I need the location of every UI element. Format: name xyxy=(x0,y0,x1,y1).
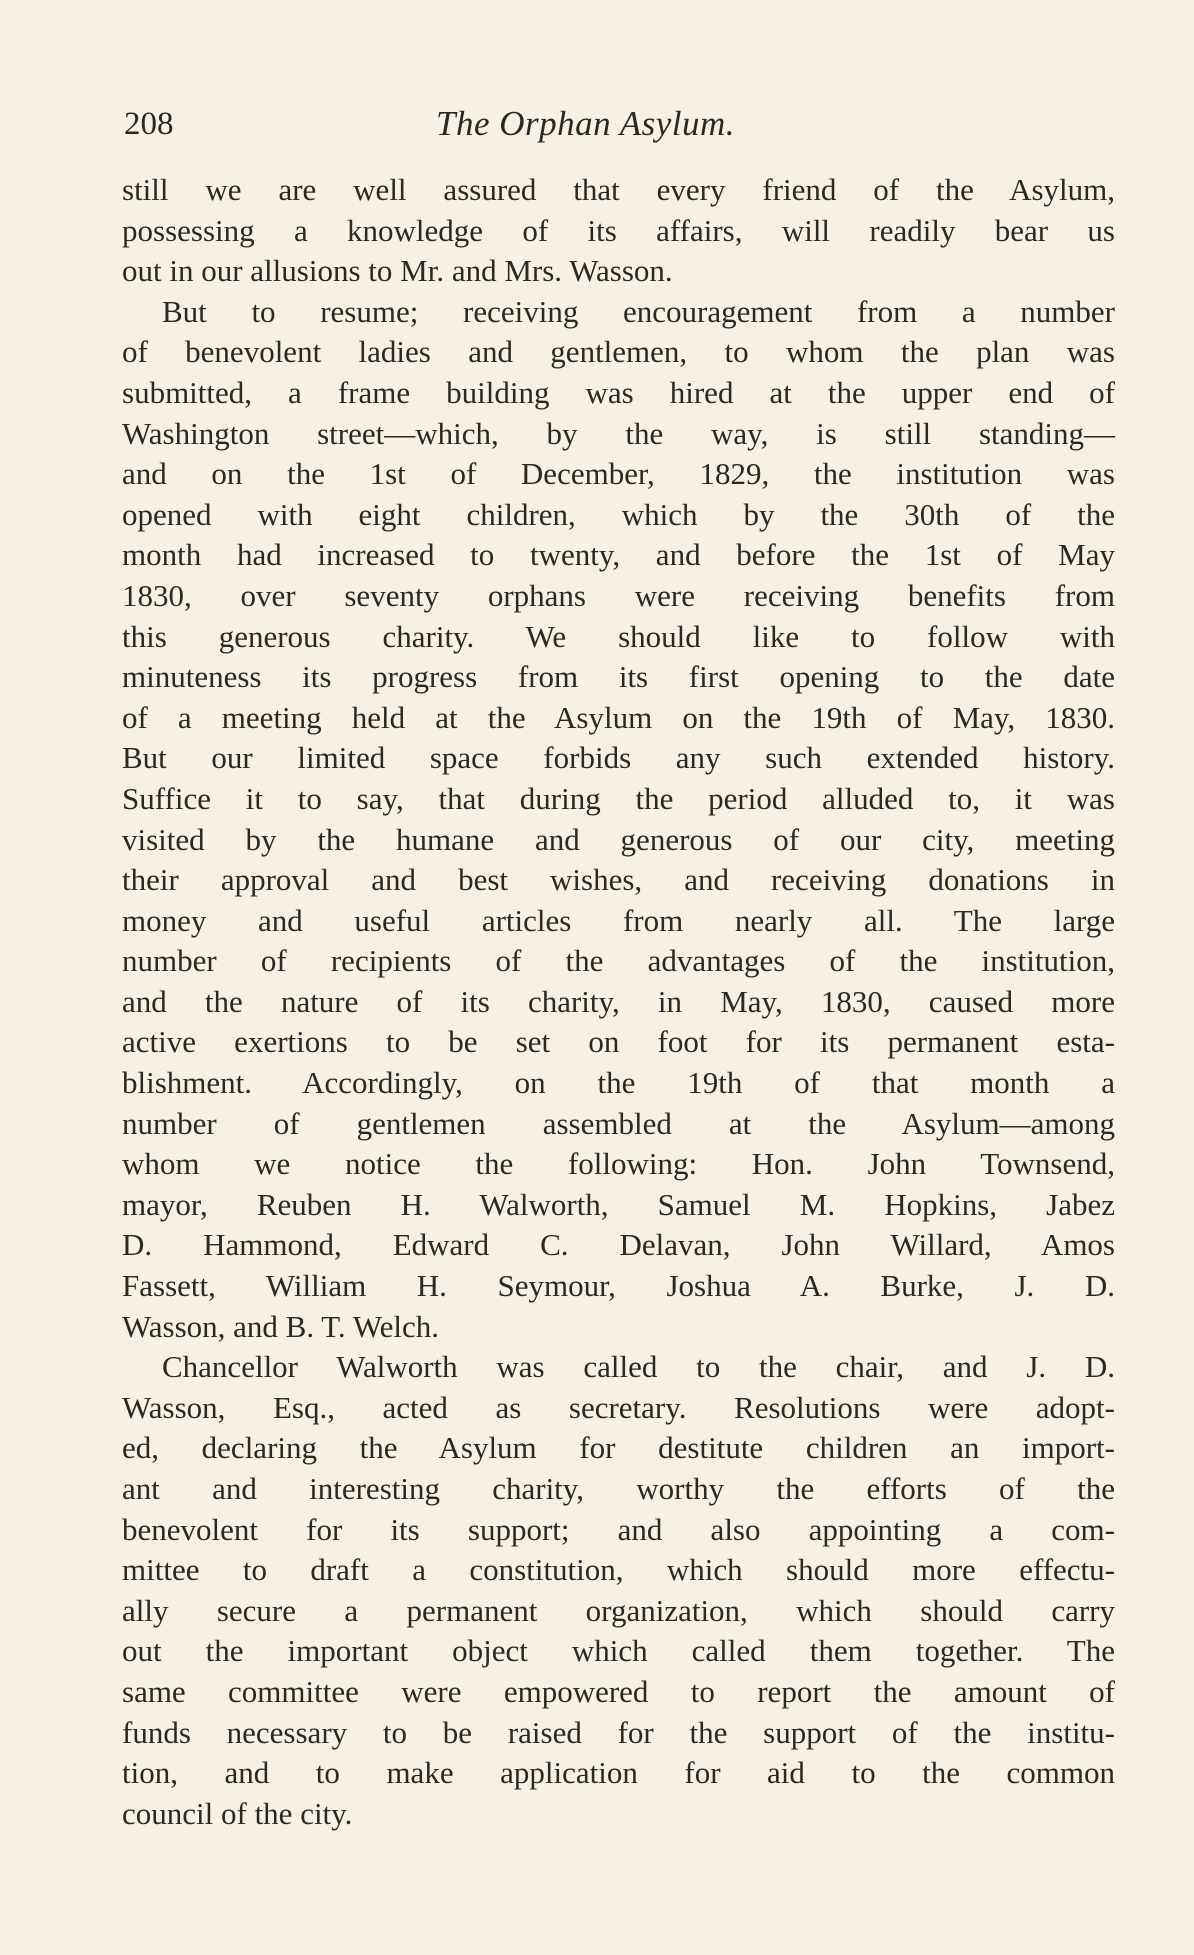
text-line: funds necessary to be raised for the support of the institu- xyxy=(122,1714,1115,1750)
page-header xyxy=(124,100,1116,148)
text-line: Washington street—which, by the way, is still standing— xyxy=(122,415,1115,451)
text-line: same committee were empowered to report the amount of xyxy=(122,1673,1115,1709)
running-title: The Orphan Asylum. xyxy=(436,104,736,143)
text-line: possessing a knowledge of its affairs, will readily bear us xyxy=(122,212,1115,248)
text-line: out the important object which called them together. The xyxy=(122,1633,1115,1669)
text-line: out in our allusions to Mr. and Mrs. Wasson. xyxy=(122,253,673,289)
paragraph xyxy=(122,1347,1115,1834)
text-line: tion, and to make application for aid to the common xyxy=(122,1755,1115,1791)
text-line: mittee to draft a constitution, which should more effectu- xyxy=(122,1552,1115,1588)
text-line: of benevolent ladies and gentlemen, to whom the plan was xyxy=(122,334,1115,370)
text-line: whom we notice the following: Hon. John Townsend, xyxy=(122,1146,1115,1182)
text-line: Chancellor Walworth was called to the chair, and J. D. xyxy=(162,1349,1115,1385)
paragraph xyxy=(122,170,1115,292)
text-line: number of recipients of the advantages of the institution, xyxy=(122,943,1115,979)
text-line: opened with eight children, which by the 30th of the xyxy=(122,496,1115,532)
text-line: blishment. Accordingly, on the 19th of that month a xyxy=(122,1065,1115,1101)
text-line: mayor, Reuben H. Walworth, Samuel M. Hopkins, Jabez xyxy=(122,1186,1115,1222)
text-line: But to resume; receiving encouragement from a number xyxy=(162,293,1115,329)
text-line: this generous charity. We should like to follow with xyxy=(122,618,1115,654)
text-line: Wasson, Esq., acted as secretary. Resolutions were adopt- xyxy=(122,1389,1115,1425)
text-line: ed, declaring the Asylum for destitute children an import- xyxy=(122,1430,1115,1466)
text-line: council of the city. xyxy=(122,1795,353,1831)
text-line: minuteness its progress from its first opening to the date xyxy=(122,659,1115,695)
text-line: submitted, a frame building was hired at the upper end of xyxy=(122,374,1115,410)
text-line: and on the 1st of December, 1829, the institution was xyxy=(122,456,1115,492)
text-line: of a meeting held at the Asylum on the 19th of May, 1830. xyxy=(122,699,1115,735)
text-line: still we are well assured that every friend of the Asylum, xyxy=(122,172,1115,207)
text-line: money and useful articles from nearly all. The large xyxy=(122,902,1115,938)
text-line: ally secure a permanent organization, which should carry xyxy=(122,1592,1115,1628)
paragraph xyxy=(122,292,1115,1347)
text-line: D. Hammond, Edward C. Delavan, John Willard, Amos xyxy=(122,1227,1115,1263)
text-line: Fassett, William H. Seymour, Joshua A. Burke, J. D. xyxy=(122,1268,1115,1304)
text-line: Wasson, and B. T. Welch. xyxy=(122,1308,440,1344)
text-line: and the nature of its charity, in May, 1830, caused more xyxy=(122,983,1115,1019)
text-line: ant and interesting charity, worthy the efforts of the xyxy=(122,1471,1115,1506)
text-line: benevolent for its support; and also appointing a com- xyxy=(122,1511,1115,1547)
text-line: Suffice it to say, that during the period alluded to, it was xyxy=(122,780,1115,816)
text-line: 1830, over seventy orphans were receiving benefits from xyxy=(122,577,1115,613)
text-line: visited by the humane and generous of our city, meeting xyxy=(122,821,1115,857)
text-line: active exertions to be set on foot for its permanent esta- xyxy=(122,1024,1115,1060)
body-text xyxy=(122,170,1115,1834)
text-line: month had increased to twenty, and before the 1st of May xyxy=(122,537,1115,573)
text-line: But our limited space forbids any such extended history. xyxy=(122,740,1115,776)
text-line: number of gentlemen assembled at the Asylum—among xyxy=(122,1105,1115,1141)
page-number: 208 xyxy=(124,106,174,142)
text-line: their approval and best wishes, and receiving donations in xyxy=(122,862,1115,898)
